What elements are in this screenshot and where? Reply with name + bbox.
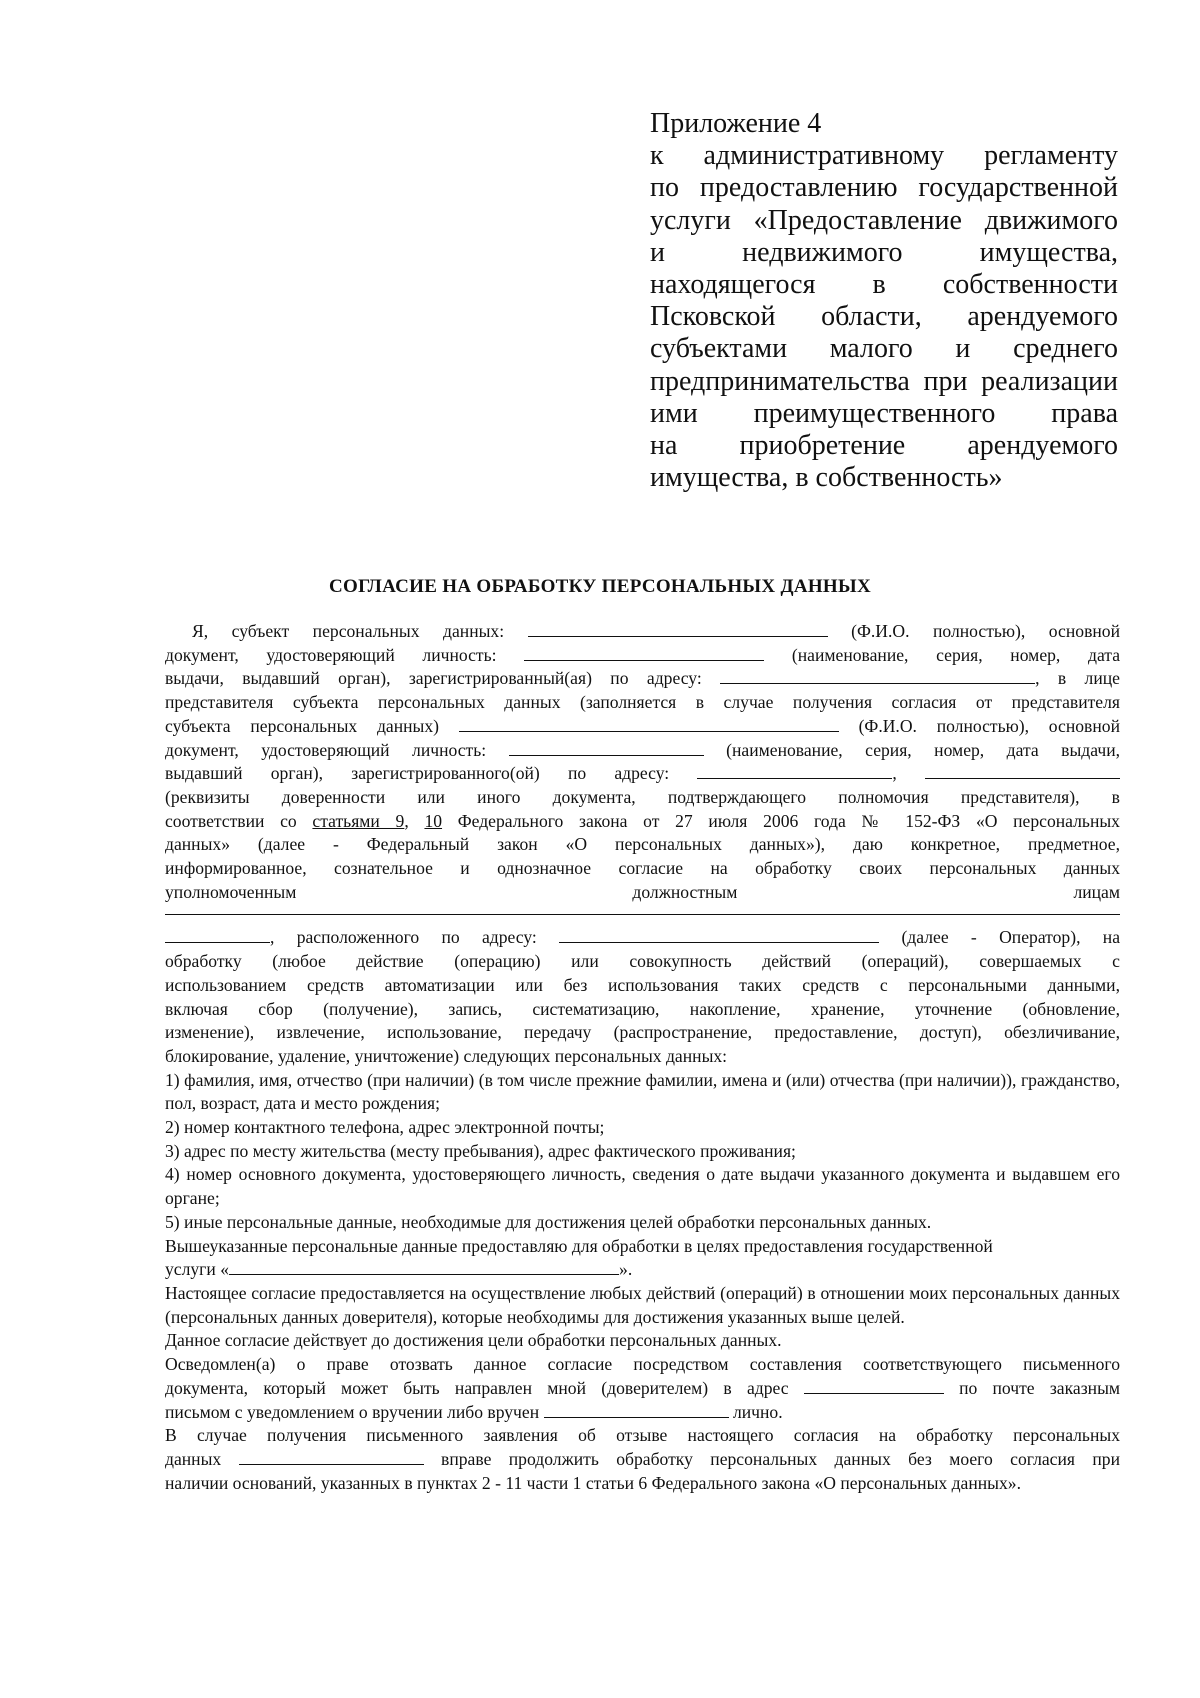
- fullname-blank[interactable]: [528, 620, 828, 637]
- consent-line: [165, 762, 1120, 786]
- appendix-header: [650, 108, 1118, 494]
- consent-line: включая сбор (получение), запись, систематизацию, накопление, хранение, уточнение (обновление,: [165, 998, 1120, 1019]
- service-line: [165, 1258, 1120, 1282]
- document-title: СОГЛАСИЕ НА ОБРАБОТКУ ПЕРСОНАЛЬНЫХ ДАННЫХ: [329, 576, 871, 597]
- revoke-line: Осведомлен(а) о праве отозвать данное согласие посредством составления соответствующего письменного: [165, 1354, 1120, 1375]
- representative-address-blank-2[interactable]: [925, 762, 1120, 779]
- scope-paragraph: Настоящее согласие предоставляется на осуществление любых действий (операций) в отношении моих персональных данных (персональных данных доверителя), которые необходимы для достижения указанных выше целей.: [165, 1282, 1120, 1327]
- appendix-line: на приобретение арендуемого: [650, 430, 1118, 462]
- consent-text: выдачи, выдавший орган), зарегистрированный(ая) по адресу:: [165, 668, 702, 689]
- consent-text: лично.: [732, 1401, 783, 1422]
- consent-line: [165, 667, 1120, 691]
- consent-text: по почте заказным: [959, 1377, 1121, 1398]
- operator-blank-row: [165, 904, 1120, 926]
- consent-line: [165, 739, 1120, 763]
- consent-line: (реквизиты доверенности или иного документа, подтверждающего полномочия представителя), в: [165, 786, 1120, 807]
- consent-line: обработку (любое действие (операцию) или совокупность действий (операций), совершаемых с: [165, 951, 1120, 972]
- consent-line: [165, 810, 1120, 834]
- validity-line: Данное согласие действует до достижения цели обработки персональных данных.: [165, 1330, 782, 1351]
- consent-line: использованием средств автоматизации или без использования таких средств с персональными данными,: [165, 974, 1120, 995]
- consent-text: ,: [892, 763, 897, 784]
- revoke-line: [165, 1401, 1120, 1425]
- consent-text: субъекта персональных данных): [165, 715, 440, 736]
- consent-line: [165, 926, 1120, 950]
- consent-text: документа, который может быть направлен мной (доверителем) в адрес: [165, 1377, 789, 1398]
- consent-text: (Ф.И.О. полностью), основной: [858, 715, 1120, 736]
- consent-text: , в лице: [1035, 668, 1120, 689]
- withdraw-line: [165, 1448, 1120, 1472]
- operator-name-blank[interactable]: [165, 906, 1120, 915]
- consent-line: блокирование, удаление, уничтожение) следующих персональных данных:: [165, 1045, 728, 1066]
- address-blank[interactable]: [720, 667, 1035, 684]
- withdraw-line: наличии оснований, указанных в пунктах 2 - 11 части 1 статьи 6 Федерального закона «О персональных данных».: [165, 1472, 1021, 1493]
- consent-text: , расположенного по адресу:: [270, 927, 537, 948]
- appendix-line: предпринимательства при реализации: [650, 365, 1118, 397]
- data-item: 3) адрес по месту жительства (месту пребывания), адрес фактического проживания;: [165, 1140, 796, 1161]
- consent-text: уполномоченным: [165, 881, 297, 902]
- withdraw-line: В случае получения письменного заявления об отзыве настоящего согласия на обработку персональных: [165, 1425, 1120, 1446]
- operator-address-blank[interactable]: [559, 926, 879, 943]
- consent-text: письмом с уведомлением о вручении либо вручен: [165, 1401, 540, 1422]
- appendix-line: находящегося в собственности: [650, 269, 1118, 301]
- representative-fullname-blank[interactable]: [459, 715, 839, 732]
- revoke-line: [165, 1377, 1120, 1401]
- appendix-line: услуги «Предоставление движимого: [650, 204, 1118, 236]
- consent-line: изменение), извлечение, использование, передачу (распространение, предоставление, доступ), обезличивание,: [165, 1022, 1120, 1043]
- consent-text: (Ф.И.О. полностью), основной: [851, 621, 1120, 641]
- data-item: 1) фамилия, имя, отчество (при наличии) (в том числе прежние фамилии, имена и (или) отчества (при наличии)), гражданство, пол, возраст, дата и место рождения;: [165, 1069, 1120, 1114]
- data-item: 5) иные персональные данные, необходимые для достижения целей обработки персональных данных.: [165, 1211, 932, 1232]
- consent-text: услуги «: [165, 1259, 230, 1280]
- consent-text: лицам: [1073, 881, 1120, 902]
- consent-text: ».: [619, 1259, 633, 1280]
- consent-line: [165, 620, 1120, 644]
- appendix-line: ими преимущественного права: [650, 397, 1118, 429]
- consent-text: должностным: [632, 881, 738, 902]
- consent-body: [165, 620, 1120, 1495]
- consent-line: данных» (далее - Федеральный закон «О персональных данных»), даю конкретное, предметное,: [165, 834, 1120, 855]
- appendix-line: Псковской области, арендуемого: [650, 301, 1118, 333]
- appendix-line: субъектами малого и среднего: [650, 333, 1118, 365]
- consent-text: вправе продолжить обработку персональных данных без моего согласия при: [441, 1448, 1120, 1469]
- operator-name-blank-3[interactable]: [239, 1448, 424, 1465]
- appendix-line: к административному регламенту: [650, 140, 1118, 172]
- consent-text: Я, субъект персональных данных:: [192, 621, 505, 641]
- consent-text: соответствии со: [165, 810, 297, 831]
- revoke-recipient-blank[interactable]: [544, 1401, 729, 1418]
- law-article-link[interactable]: 10: [424, 810, 443, 831]
- law-article-link[interactable]: статьями 9: [312, 810, 405, 831]
- consent-line: [165, 715, 1120, 739]
- id-document-blank[interactable]: [524, 644, 764, 661]
- consent-text: документ, удостоверяющий личность:: [165, 644, 497, 665]
- consent-text: выдавший орган), зарегистрированного(ой) по адресу:: [165, 763, 670, 784]
- consent-line: представителя субъекта персональных данных (заполняется в случае получения согласия от представителя: [165, 692, 1120, 713]
- appendix-line: и недвижимого имущества,: [650, 236, 1118, 268]
- representative-address-blank[interactable]: [697, 762, 892, 779]
- service-name-blank[interactable]: [229, 1258, 619, 1275]
- data-item: 2) номер контактного телефона, адрес электронной почты;: [165, 1117, 605, 1138]
- consent-text: (наименование, серия, номер, дата: [791, 644, 1121, 665]
- consent-line: информированное, сознательное и однозначное согласие на обработку своих персональных данных: [165, 858, 1120, 879]
- consent-text: данных: [165, 1448, 222, 1469]
- consent-text: ,: [404, 810, 409, 831]
- consent-text: Федерального закона от 27 июля 2006 года № 152-ФЗ «О персональных: [457, 810, 1120, 831]
- purpose-line: Вышеуказанные персональные данные предоставляю для обработки в целях предоставления государственной: [165, 1235, 993, 1256]
- appendix-line: Приложение 4: [650, 108, 822, 139]
- appendix-line: имущества, в собственность»: [650, 462, 1003, 494]
- consent-text: (наименование, серия, номер, дата выдачи,: [726, 739, 1121, 760]
- consent-line: [165, 644, 1120, 668]
- data-item: 4) номер основного документа, удостоверяющего личность, сведения о дате выдачи указанного документа и выдавшем его органе;: [165, 1164, 1120, 1209]
- revoke-address-blank[interactable]: [804, 1377, 944, 1394]
- representative-id-blank[interactable]: [509, 739, 704, 756]
- consent-line: [165, 881, 1120, 905]
- consent-text: (далее - Оператор), на: [901, 927, 1121, 948]
- operator-name-blank-2[interactable]: [165, 926, 270, 943]
- consent-text: документ, удостоверяющий личность:: [165, 739, 487, 760]
- appendix-line: по предоставлению государственной: [650, 172, 1118, 204]
